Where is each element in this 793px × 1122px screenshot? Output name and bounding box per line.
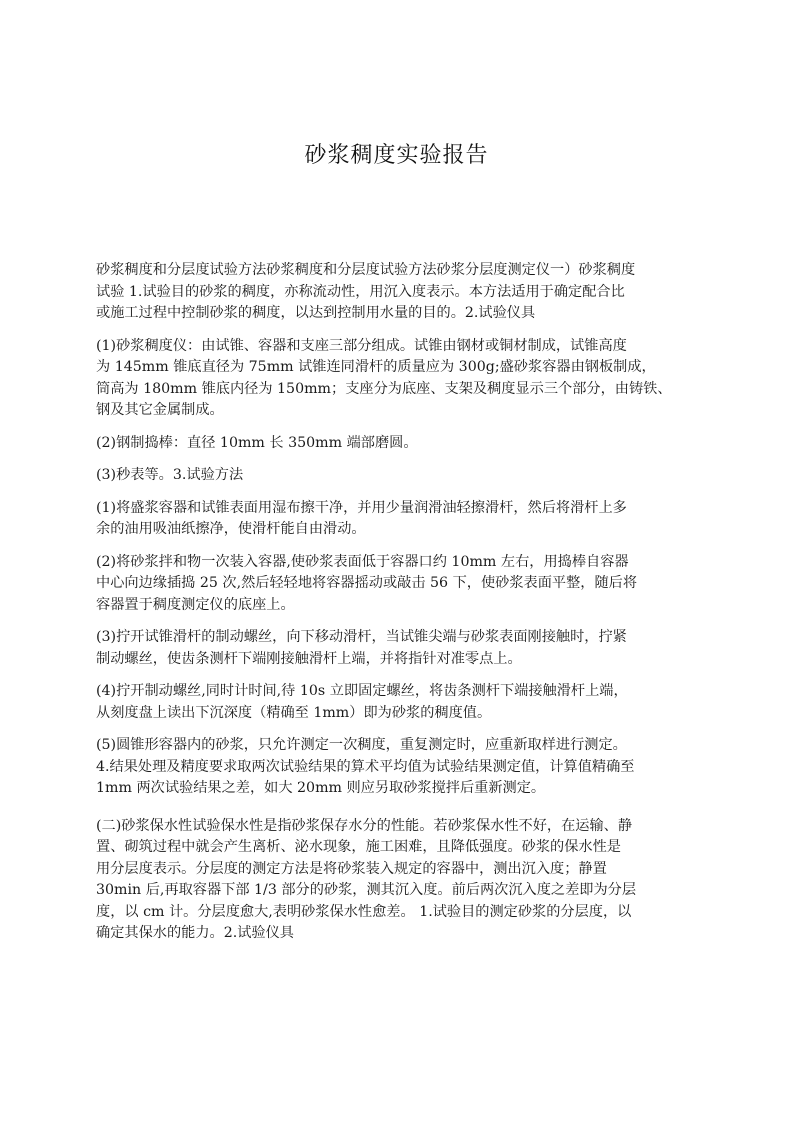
- document-body: [96, 260, 716, 956]
- paragraph: [96, 552, 716, 617]
- text-line: (1)砂浆稠度仪：由试锥、容器和支座三部分组成。试锥由钢材或铜材制成，试锥高度: [96, 337, 627, 354]
- paragraph: [96, 681, 716, 724]
- text-line: 制动螺丝，使齿条测杆下端刚接触滑杆上端，并将指针对准零点上。: [96, 650, 522, 667]
- text-line: (4)拧开制动螺丝,同时计时间,待 10s 立即固定螺丝，将齿条测杆下端接触滑杆上端，: [96, 683, 628, 699]
- text-line: 度，以 cm 计。分层度愈大,表明砂浆保水性愈差。 1.试验目的测定砂浆的分层度，以: [96, 903, 632, 920]
- text-line: 容器置于稠度测定仪的底座上。: [96, 596, 295, 613]
- text-line: (5)圆锥形容器内的砂浆，只允许测定一次稠度，重复测定时，应重新取样进行测定。: [96, 737, 627, 753]
- text-line: 置、砌筑过程中就会产生离析、泌水现象，施工困难，且降低强度。砂浆的保水性是: [96, 839, 621, 855]
- paragraph: [96, 433, 716, 455]
- paragraph: [96, 627, 716, 670]
- paragraph: [96, 336, 716, 422]
- text-line: (2)将砂浆拌和物一次装入容器,使砂浆表面低于容器口约 10mm 左右，用捣棒自容器: [96, 553, 629, 570]
- text-line: 为 145mm 锥底直径为 75mm 试锥连同滑杆的质量应为 300g;盛砂浆容器由钢板制成，: [96, 359, 656, 375]
- paragraph: [96, 816, 716, 945]
- paragraph: [96, 498, 716, 541]
- paragraph: [96, 735, 716, 800]
- text-line: 确定其保水的能力。2.试验仪具: [96, 925, 294, 941]
- text-line: (3)拧开试锥滑杆的制动螺丝，向下移动滑杆，当试锥尖端与砂浆表面刚接触时，拧紧: [96, 629, 627, 645]
- text-line: 试验 1.试验目的砂浆的稠度，亦称流动性，用沉入度表示。本方法适用于确定配合比: [96, 283, 625, 300]
- document-title: 砂浆稠度实验报告: [304, 143, 489, 168]
- paragraph: [96, 465, 716, 487]
- text-line: (2)钢制捣棒：直径 10mm 长 350mm 端部磨圆。: [96, 434, 418, 451]
- text-line: 30min 后,再取容器下部 1/3 部分的砂浆，测其沉入度。前后两次沉入度之差即为分层: [96, 882, 637, 898]
- text-line: 钢及其它金属制成。: [96, 402, 224, 418]
- text-line: 1mm 两次试验结果之差，如大 20mm 则应另取砂浆搅拌后重新测定。: [96, 780, 546, 796]
- text-line: 余的油用吸油纸擦净，使滑杆能自由滑动。: [96, 521, 366, 537]
- text-line: (3)秒表等。3.试验方法: [96, 467, 244, 483]
- text-line: 或施工过程中控制砂浆的稠度，以达到控制用水量的目的。2.试验仪具: [96, 305, 536, 321]
- text-line: 砂浆稠度和分层度试验方法砂浆稠度和分层度试验方法砂浆分层度测定仪一）砂浆稠度: [96, 262, 636, 278]
- text-line: 4.结果处理及精度要求取两次试验结果的算术平均值为试验结果测定值，计算值精确至: [96, 758, 635, 775]
- text-line: (1)将盛浆容器和试锥表面用湿布擦干净，并用少量润滑油轻擦滑杆，然后将滑杆上多: [96, 499, 627, 516]
- paragraph: [96, 260, 716, 325]
- text-line: 从刻度盘上读出下沉深度（精确至 1mm）即为砂浆的稠度值。: [96, 704, 492, 721]
- text-line: 中心向边缘插捣 25 次,然后轻轻地将容器摇动或敲击 56 下，使砂浆表面平整，随后将: [96, 575, 638, 591]
- text-line: 筒高为 180mm 锥底内径为 150mm；支座分为底座、支架及稠度显示三个部分，由铸铁、: [96, 380, 672, 397]
- text-line: (二)砂浆保水性试验保水性是指砂浆保存水分的性能。若砂浆保水性不好，在运输、静: [96, 817, 633, 834]
- text-line: 用分层度表示。分层度的测定方法是将砂浆装入规定的容器中，测出沉入度；静置: [96, 860, 607, 877]
